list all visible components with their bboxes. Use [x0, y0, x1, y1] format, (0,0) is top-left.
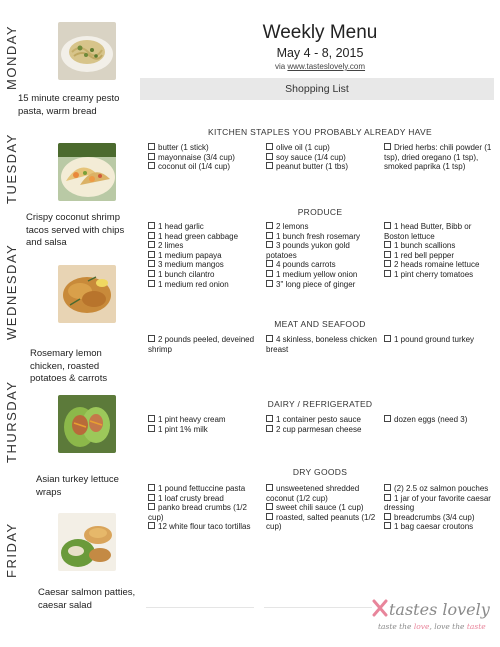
shopping-column [266, 335, 378, 354]
shopping-item[interactable]: 1 pound ground turkey [384, 335, 494, 345]
shopping-column [148, 415, 260, 434]
checkbox[interactable] [148, 280, 155, 287]
checkbox[interactable] [266, 153, 273, 160]
checkbox[interactable] [384, 270, 391, 277]
checkbox[interactable] [148, 415, 155, 422]
tastes-lovely-logo [372, 597, 492, 635]
source-link[interactable]: www.tasteslovely.com [287, 62, 366, 71]
section-title: KITCHEN STAPLES YOU PROBABLY ALREADY HAVE [208, 127, 432, 137]
divider [146, 607, 254, 608]
shopping-item[interactable]: 1 bunch scallions [384, 241, 494, 251]
logo-brand: tastes lovely [389, 600, 490, 619]
meal-description: Rosemary lemon chicken, roasted potatoes & carrots [30, 348, 108, 384]
via-prefix: via [274, 62, 288, 71]
checkbox[interactable] [148, 503, 155, 510]
shopping-item[interactable]: 2 cup parmesan cheese [266, 425, 378, 435]
shopping-item[interactable]: sweet chili sauce (1 cup) [266, 503, 378, 513]
meal-description: Crispy coconut shrimp tacos served with chips and salsa [26, 212, 125, 248]
shopping-item[interactable]: 1 bunch fresh rosemary [266, 232, 378, 242]
svg-text:taste the love, love the taste: taste the love, love the taste [378, 622, 486, 631]
shopping-column [384, 143, 494, 172]
shopping-item[interactable]: 3" long piece of ginger [266, 280, 378, 290]
divider [264, 607, 372, 608]
meal-photo-salmon-patties [58, 513, 116, 571]
day-name: TUESDAY [4, 133, 19, 204]
shopping-item[interactable]: 1 jar of your favorite caesar dressing [384, 493, 491, 513]
checkbox[interactable] [266, 222, 273, 229]
section-title: PRODUCE [297, 207, 343, 217]
shopping-column [148, 335, 260, 354]
menu-dates: May 4 - 8, 2015 [276, 46, 364, 60]
shopping-column [148, 143, 260, 172]
meal-description: 15 minute creamy pesto pasta, warm bread [18, 93, 120, 117]
shopping-item[interactable]: 1 container pesto sauce [266, 415, 378, 425]
checkbox[interactable] [266, 232, 273, 239]
shopping-column [384, 222, 494, 280]
checkbox[interactable] [384, 335, 391, 342]
checkbox[interactable] [148, 222, 155, 229]
shopping-column [148, 222, 260, 289]
shopping-item[interactable]: 4 pounds carrots [266, 260, 378, 270]
shopping-item[interactable]: 2 heads romaine lettuce [384, 260, 494, 270]
checkbox[interactable] [384, 241, 391, 248]
checkbox[interactable] [266, 415, 273, 422]
shopping-item[interactable]: olive oil (1 cup) [266, 143, 378, 153]
shopping-item[interactable]: 12 white flour taco tortillas [148, 522, 260, 532]
shopping-column [148, 484, 260, 532]
meal-description: Caesar salmon patties, caesar salad [38, 587, 136, 611]
checkbox[interactable] [266, 270, 273, 277]
day-name: MONDAY [4, 24, 19, 90]
shopping-item[interactable]: 4 skinless, boneless chicken breast [266, 335, 377, 354]
shopping-item[interactable]: butter (1 stick) [148, 143, 260, 153]
checkbox[interactable] [384, 415, 391, 422]
section-title: MEAT AND SEAFOOD [274, 319, 366, 329]
source-credit [140, 62, 500, 71]
shopping-item[interactable]: 2 limes [148, 241, 260, 251]
checkbox[interactable] [148, 162, 155, 169]
checkbox[interactable] [384, 522, 391, 529]
shopping-column [266, 484, 378, 532]
shopping-column [384, 335, 494, 345]
shopping-item[interactable]: 3 pounds yukon gold potatoes [266, 241, 350, 260]
section-title: DAIRY / REFRIGERATED [267, 399, 373, 409]
checkbox[interactable] [148, 335, 155, 342]
shopping-item[interactable]: 1 bunch cilantro [148, 270, 260, 280]
meal-photo-pesto-pasta [58, 22, 116, 80]
checkbox[interactable] [148, 241, 155, 248]
shopping-item[interactable]: panko bread crumbs (1/2 cup) [148, 503, 247, 522]
shopping-item[interactable]: peanut butter (1 tbs) [266, 162, 378, 172]
checkbox[interactable] [384, 251, 391, 258]
shopping-item[interactable]: 1 medium red onion [148, 280, 260, 290]
shopping-item[interactable]: 1 red bell pepper [384, 251, 494, 261]
checkbox[interactable] [148, 153, 155, 160]
shopping-column [266, 415, 378, 434]
shopping-list-bar: Shopping List [140, 78, 494, 100]
checkbox[interactable] [266, 513, 273, 520]
page-title: Weekly Menu [262, 22, 378, 43]
shopping-item[interactable]: soy sauce (1/4 cup) [266, 153, 378, 163]
shopping-item[interactable]: Dried herbs: chili powder (1 tsp), dried oregano (1 tsp), smoked paprika (1 tsp) [384, 143, 492, 172]
shopping-item[interactable]: dozen eggs (need 3) [384, 415, 494, 425]
checkbox[interactable] [384, 513, 391, 520]
meal-photo-lemon-chicken [58, 265, 116, 323]
checkbox[interactable] [384, 494, 391, 501]
shopping-item[interactable]: 1 pound fettuccine pasta [148, 484, 260, 494]
shopping-item[interactable]: 1 bag caesar croutons [384, 522, 494, 532]
shopping-item[interactable]: 1 loaf crusty bread [148, 494, 260, 504]
checkbox[interactable] [266, 241, 273, 248]
checkbox[interactable] [148, 484, 155, 491]
shopping-item[interactable]: 1 head garlic [148, 222, 260, 232]
shopping-item[interactable]: 1 pint heavy cream [148, 415, 260, 425]
checkbox[interactable] [266, 335, 273, 342]
shopping-column [266, 222, 378, 289]
meal-photo-shrimp-tacos [58, 143, 116, 201]
checkbox[interactable] [148, 260, 155, 267]
meal-photo-turkey-wraps [58, 395, 116, 453]
checkbox[interactable] [148, 143, 155, 150]
checkbox[interactable] [266, 143, 273, 150]
checkbox[interactable] [266, 503, 273, 510]
checkbox[interactable] [384, 260, 391, 267]
section-title: DRY GOODS [292, 467, 348, 477]
shopping-item[interactable]: 1 medium yellow onion [266, 270, 378, 280]
meal-description: Asian turkey lettuce wraps [36, 474, 119, 498]
shopping-item[interactable]: 1 head Butter, Bibb or Boston lettuce [384, 222, 472, 241]
checkbox[interactable] [266, 162, 273, 169]
day-name: THURSDAY [4, 380, 19, 463]
shopping-item[interactable]: 3 medium mangos [148, 260, 260, 270]
checkbox[interactable] [384, 222, 391, 229]
shopping-item[interactable]: 1 head green cabbage [148, 232, 260, 242]
checkbox[interactable] [384, 143, 391, 150]
shopping-item[interactable]: coconut oil (1/4 cup) [148, 162, 260, 172]
checkbox[interactable] [266, 280, 273, 287]
shopping-item[interactable]: (2) 2.5 oz salmon pouches [384, 484, 494, 494]
checkbox[interactable] [384, 484, 391, 491]
shopping-column [384, 484, 494, 532]
checkbox[interactable] [148, 494, 155, 501]
shopping-item[interactable]: unsweetened shredded coconut (1/2 cup) [266, 484, 360, 503]
shopping-column [266, 143, 378, 172]
shopping-item[interactable]: 1 pint 1% milk [148, 425, 260, 435]
shopping-item[interactable]: roasted, salted peanuts (1/2 cup) [266, 512, 376, 532]
checkbox[interactable] [266, 484, 273, 491]
checkbox[interactable] [148, 425, 155, 432]
checkbox[interactable] [148, 251, 155, 258]
checkbox[interactable] [148, 232, 155, 239]
shopping-item[interactable]: 1 pint cherry tomatoes [384, 270, 494, 280]
checkbox[interactable] [148, 522, 155, 529]
shopping-column [384, 415, 494, 425]
day-name: FRIDAY [4, 522, 19, 578]
checkbox[interactable] [266, 260, 273, 267]
shopping-item[interactable]: 1 medium papaya [148, 251, 260, 261]
checkbox[interactable] [148, 270, 155, 277]
shopping-item[interactable]: 2 pounds peeled, deveined shrimp [148, 335, 255, 354]
shopping-item[interactable]: mayonnaise (3/4 cup) [148, 153, 260, 163]
shopping-item[interactable]: 2 lemons [266, 222, 378, 232]
day-name: WEDNESDAY [4, 243, 19, 340]
shopping-item[interactable]: breadcrumbs (3/4 cup) [384, 513, 494, 523]
checkbox[interactable] [266, 425, 273, 432]
